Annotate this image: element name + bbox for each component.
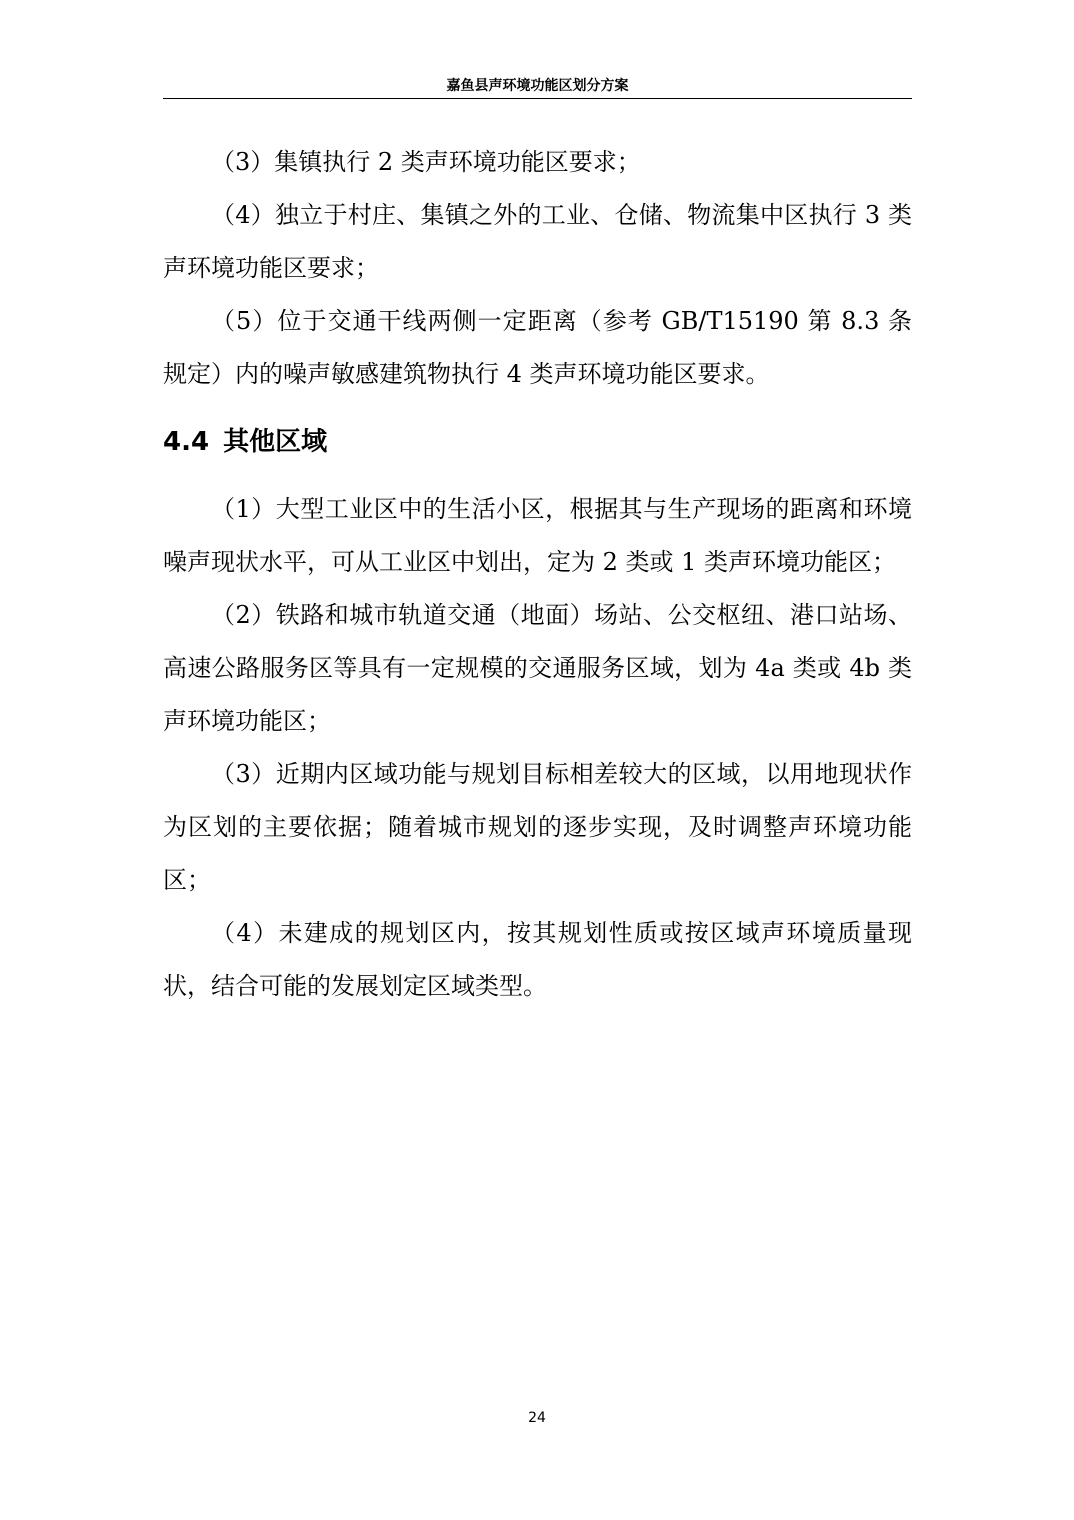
section-heading — [163, 420, 327, 464]
paragraph-other-4: （4）未建成的规划区内，按其规划性质或按区域声环境质量现状，结合可能的发展划定区域类型。 — [163, 919, 912, 1000]
section-number: 4.4 — [163, 427, 210, 457]
paragraph-other-1: （1）大型工业区中的生活小区，根据其与生产现场的距离和环境噪声现状水平，可从工业区中划出，定为 2 类或 1 类声环境功能区； — [163, 495, 912, 576]
paragraph-other-3: （3）近期内区域功能与规划目标相差较大的区域，以用地现状作为区划的主要依据；随着城市规划的逐步实现，及时调整声环境功能区； — [163, 760, 912, 894]
top-section-body — [163, 136, 912, 401]
paragraph-item-3: （3）集镇执行 2 类声环境功能区要求； — [211, 148, 641, 176]
header-title: 嘉鱼县声环境功能区划分方案 — [446, 78, 629, 94]
section-4-4-body — [163, 483, 912, 1013]
paragraph-item-5: （5）位于交通干线两侧一定距离（参考 GB/T15190 第 8.3 条规定）内的噪声敏感建筑物执行 4 类声环境功能区要求。 — [163, 307, 912, 388]
section-title: 其他区域 — [223, 427, 328, 457]
page-number: 24 — [528, 1410, 546, 1426]
paragraph-item-4: （4）独立于村庄、集镇之外的工业、仓储、物流集中区执行 3 类声环境功能区要求； — [163, 201, 912, 282]
paragraph-other-2: （2）铁路和城市轨道交通（地面）场站、公交枢纽、港口站场、高速公路服务区等具有一定规模的交通服务区域，划为 4a 类或 4b 类声环境功能区； — [163, 601, 912, 735]
page-header — [163, 76, 912, 99]
